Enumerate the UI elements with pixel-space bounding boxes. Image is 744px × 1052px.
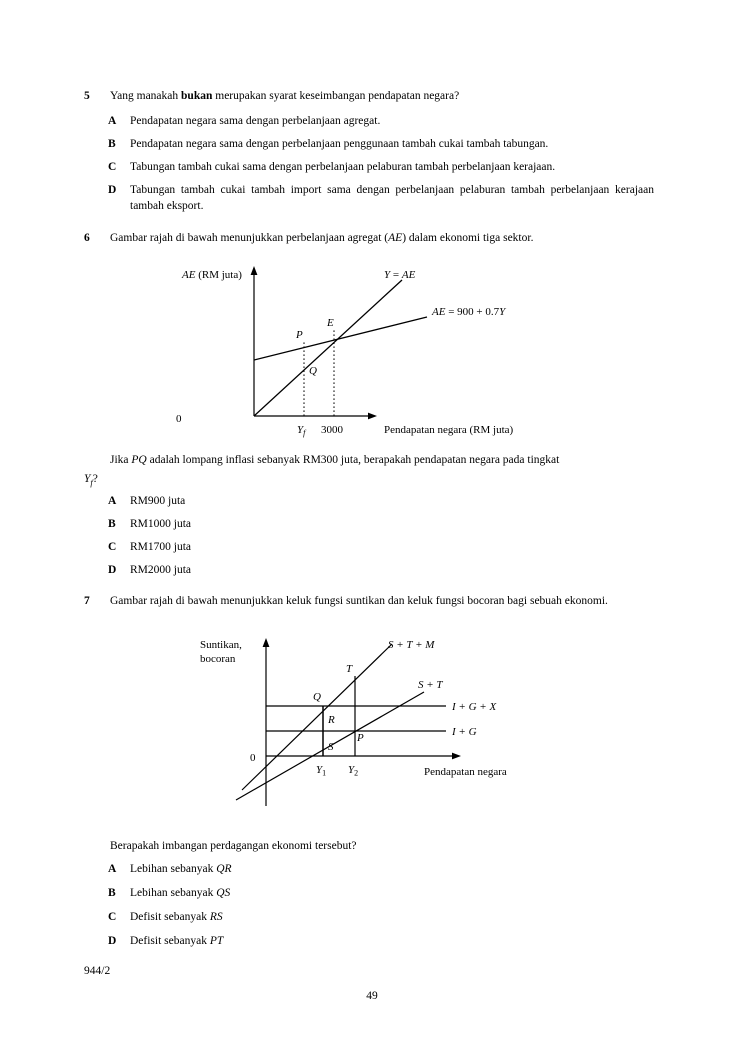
question-5-stem bbox=[84, 89, 664, 105]
figure-6-svg bbox=[170, 256, 550, 444]
figure-6-point-E: E bbox=[327, 317, 334, 329]
q6-followup-yf-after: ? bbox=[92, 473, 98, 485]
figure-7-xtick-y2: $Y_2$ bbox=[348, 764, 359, 778]
option-letter: C bbox=[108, 541, 117, 553]
question-5-number: 5 bbox=[84, 90, 90, 102]
figure-6-y-axis-label: AE (RM juta) bbox=[182, 269, 242, 281]
figure-6-point-P: P bbox=[296, 329, 303, 341]
option-text: RM2000 juta bbox=[130, 564, 192, 576]
figure-7-origin-label: 0 bbox=[250, 752, 256, 764]
figure-7-point-Q: Q bbox=[313, 691, 321, 703]
option-text: Pendapatan negara sama dengan perbelanjaan penggunaan tambah cukai tambah tabungan. bbox=[130, 138, 549, 150]
figure-6-x-axis-label: Pendapatan negara (RM juta) bbox=[384, 424, 514, 436]
figure-6-aggregate-expenditure-diagram bbox=[170, 256, 550, 444]
figure-7-x-axis-label: Pendapatan negara bbox=[424, 766, 507, 778]
option-text: Tabungan tambah cukai sama dengan perbelanjaan pelaburan tambah perbelanjaan kerajaan. bbox=[130, 161, 556, 173]
question-6-number: 6 bbox=[84, 232, 90, 244]
figure-7-injection-leakage-diagram bbox=[196, 630, 546, 812]
x-axis-arrow bbox=[452, 753, 461, 760]
y-axis-arrow bbox=[263, 638, 270, 647]
question-6-option-d[interactable] bbox=[108, 563, 508, 579]
figure-7-curve-label-stm: S + T + M bbox=[388, 639, 435, 651]
figure-7-curve-label-ig: I + G bbox=[452, 726, 477, 738]
question-7-option-c[interactable] bbox=[108, 910, 508, 926]
figure-6-xtick-3000: 3000 bbox=[321, 424, 343, 436]
option-text: Lebihan sebanyak QR bbox=[130, 863, 232, 875]
question-6-followup-line2 bbox=[84, 471, 204, 488]
q6-followup-after: adalah lompang inflasi sebanyak RM300 juta, berapakah pendapatan negara pada tingkat bbox=[146, 454, 560, 466]
line-45-degree bbox=[254, 280, 402, 416]
question-6-stem bbox=[84, 231, 674, 247]
figure-7-y-axis-label-line2: bocoran bbox=[200, 653, 236, 665]
question-5-option-b[interactable] bbox=[108, 137, 664, 153]
question-5-option-a[interactable] bbox=[108, 114, 664, 130]
q5-stem-part-1: Yang manakah bbox=[110, 90, 182, 102]
option-text: Defisit sebanyak RS bbox=[130, 911, 223, 923]
question-6-option-b[interactable] bbox=[108, 517, 508, 533]
question-5-option-d[interactable] bbox=[108, 183, 662, 215]
x-axis-arrow bbox=[368, 413, 377, 420]
option-letter: A bbox=[108, 863, 117, 875]
question-6-option-a[interactable] bbox=[108, 494, 508, 510]
option-letter: A bbox=[108, 495, 117, 507]
paper-code-footer: 944/2 bbox=[84, 965, 111, 977]
figure-6-point-Q: Q bbox=[309, 365, 317, 377]
option-text: Tabungan tambah cukai tambah import sama dengan perbelanjaan pelaburan tambah perbelanjaan kerajaan tambah eksport. bbox=[130, 184, 654, 212]
q6-stem-before: Gambar rajah di bawah menunjukkan perbelanjaan agregat ( bbox=[110, 232, 389, 244]
option-letter: B bbox=[108, 887, 116, 899]
question-6-followup bbox=[84, 452, 664, 468]
option-letter: B bbox=[108, 138, 116, 150]
question-7-option-a[interactable] bbox=[108, 862, 508, 878]
question-7-stem-text: Gambar rajah di bawah menunjukkan keluk fungsi suntikan dan keluk fungsi bocoran bagi sebuah ekonomi. bbox=[110, 595, 608, 607]
question-7-option-b[interactable] bbox=[108, 886, 508, 902]
q6-followup-before: Jika bbox=[110, 454, 132, 466]
figure-7-svg bbox=[196, 630, 546, 812]
question-7-option-d[interactable] bbox=[108, 934, 508, 950]
option-text: Defisit sebanyak PT bbox=[130, 935, 224, 947]
q6-followup-yf-sub: f bbox=[90, 477, 93, 488]
page-number-footer: 49 bbox=[366, 990, 378, 1002]
option-text: RM1000 juta bbox=[130, 518, 192, 530]
y-axis-arrow bbox=[251, 266, 258, 275]
figure-6-curve-label-45: Y = AE bbox=[384, 269, 416, 281]
option-letter: D bbox=[108, 184, 117, 196]
figure-7-point-S: S bbox=[328, 741, 334, 753]
figure-7-point-P: P bbox=[357, 732, 364, 744]
figure-7-curve-label-st: S + T bbox=[418, 679, 443, 691]
option-letter: B bbox=[108, 518, 116, 530]
q7-followup-text: Berapakah imbangan perdagangan ekonomi tersebut? bbox=[110, 840, 357, 852]
question-7-stem bbox=[84, 594, 668, 610]
figure-7-y-axis-label-line1: Suntikan, bbox=[200, 639, 242, 651]
option-letter: C bbox=[108, 161, 117, 173]
option-text: RM1700 juta bbox=[130, 541, 192, 553]
figure-6-origin-label: 0 bbox=[176, 413, 182, 425]
option-text: RM900 juta bbox=[130, 495, 186, 507]
figure-6-curve-label-ae: AE = 900 + 0.7Y bbox=[432, 306, 506, 318]
option-letter: D bbox=[108, 935, 117, 947]
figure-7-curve-label-igx: I + G + X bbox=[452, 701, 497, 713]
figure-7-xtick-y1: $Y_1$ bbox=[316, 764, 327, 778]
option-letter: C bbox=[108, 911, 117, 923]
q5-stem-emphasis: bukan bbox=[181, 90, 213, 102]
line-ae-function bbox=[254, 317, 427, 360]
question-7-followup bbox=[110, 838, 670, 854]
q6-followup-italic: PQ bbox=[131, 454, 147, 466]
figure-7-point-T: T bbox=[346, 663, 353, 675]
q6-stem-italic: AE bbox=[388, 232, 403, 244]
figure-6-xtick-yf: $Y_f$ bbox=[297, 424, 306, 438]
question-7-number: 7 bbox=[84, 595, 90, 607]
option-text: Pendapatan negara sama dengan perbelanjaan agregat. bbox=[130, 115, 381, 127]
q5-stem-part-3: merupakan syarat keseimbangan pendapatan negara? bbox=[212, 90, 460, 102]
question-5-stem-text bbox=[110, 89, 459, 105]
figure-7-point-R: R bbox=[328, 714, 335, 726]
option-letter: D bbox=[108, 564, 117, 576]
question-5-option-c[interactable] bbox=[108, 160, 664, 176]
option-letter: A bbox=[108, 115, 117, 127]
question-6-option-c[interactable] bbox=[108, 540, 508, 556]
q6-stem-after: ) dalam ekonomi tiga sektor. bbox=[402, 232, 534, 244]
q6-followup-yf-italic: Y bbox=[84, 473, 91, 485]
question-6-stem-text bbox=[110, 231, 533, 247]
option-text: Lebihan sebanyak QS bbox=[130, 887, 231, 899]
